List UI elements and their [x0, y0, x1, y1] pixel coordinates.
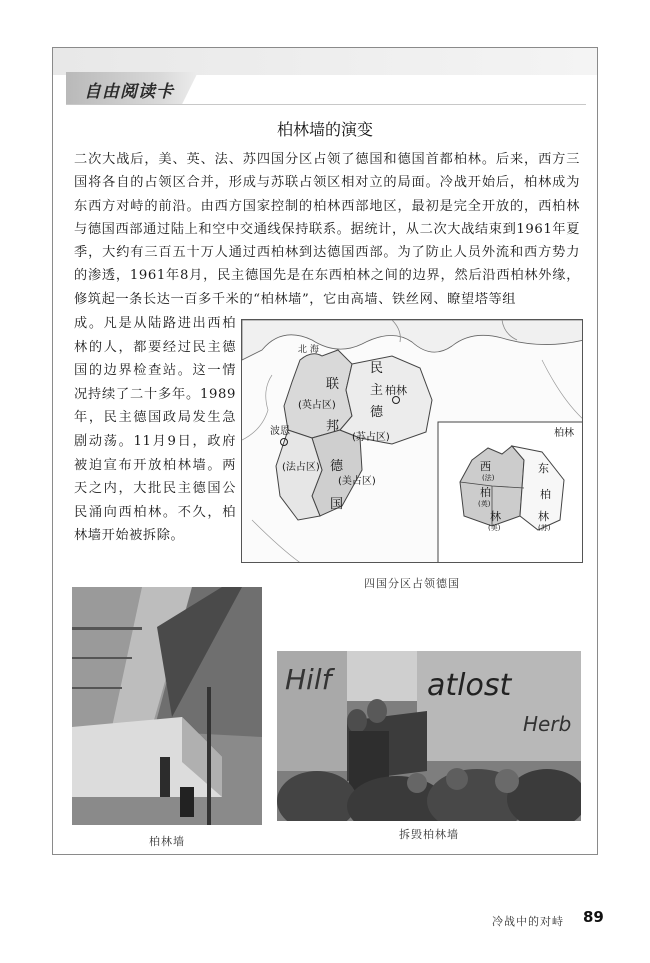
- zone-su-label: (苏占区): [352, 432, 390, 443]
- inset-west-1: 西: [480, 460, 491, 473]
- gdr-char-2: 主: [370, 383, 384, 398]
- frg-char-1: 联: [326, 377, 340, 392]
- intro-paragraph: 二次大战后，美、英、法、苏四国分区占领了德国和德国首都柏林。后来，西方三国将各自的占领区合并，形成与苏联占领区相对立的局面。冷战开始后，柏林成为东西方对峙的前沿。由西方国家控制的柏林西部地区，最初是完全开放的，西柏林与德国西部通过陆上和空中交通线保持联系。据统计，从二次大战结束到1961年夏季，大约有三百五十万人通过西柏林到达德国西部。为了防止人员外流和西方势力的渗透，1961年8月，民主德国先是在东西柏林之间的边界，然后沿西柏林外缘，修筑起一条长达一百多千米的“柏林墙”，它由高墙、铁丝网、瞭望塔等组: [74, 152, 580, 307]
- gdr-char-1: 民: [370, 361, 384, 376]
- tab-divider: [66, 104, 586, 105]
- map-caption: 四国分区占领德国: [364, 577, 460, 590]
- inset-west-3: 林: [490, 510, 501, 523]
- inset-us: (美): [488, 524, 501, 532]
- gdr-char-3: 德: [370, 405, 384, 420]
- occupation-zones-map: [241, 319, 583, 563]
- frg-char-4: 国: [330, 497, 344, 512]
- frg-char-2: 邦: [326, 419, 340, 434]
- berlin-label: 柏林: [385, 384, 407, 397]
- berlin-wall-photo: [72, 587, 262, 825]
- inset-east-1: 东: [538, 462, 549, 475]
- sea-label: 北 海: [298, 345, 319, 355]
- inset-west-2: 柏: [480, 486, 491, 499]
- zone-fr-label: (法占区): [282, 462, 320, 473]
- frg-char-3: 德: [330, 459, 344, 474]
- map-graphic: [242, 320, 583, 563]
- inset-east-2: 柏: [540, 488, 551, 501]
- wrapped-paragraph: 成。凡是从陆路进出西柏林的人，都要经过民主德国的边界检查站。这一情况持续了二十多年。1989年，民主德国政局发生急剧动荡。11月9日，政府被迫宣布开放柏林墙。两天之内，大批民主德国公民涌向西柏林。不久，柏林墙开始被拆除。: [74, 316, 236, 544]
- graffiti-2: atlost: [427, 668, 512, 703]
- berlin-wall-caption: 柏林墙: [149, 835, 185, 848]
- zone-us-label: (美占区): [338, 476, 376, 487]
- wall-demolition-photo: [277, 651, 581, 821]
- wall-demolition-caption: 拆毁柏林墙: [399, 828, 459, 841]
- page-number: 89: [583, 908, 604, 926]
- bonn-label: 波恩: [270, 426, 290, 437]
- inset-su: (苏): [538, 524, 551, 532]
- inset-east-3: 林: [538, 510, 549, 523]
- chapter-title: 冷战中的对峙: [492, 915, 564, 928]
- zone-uk-label: (英占区): [298, 400, 336, 411]
- reading-card-label: 自由阅读卡: [84, 82, 174, 102]
- article-title: 柏林墙的演变: [276, 120, 373, 139]
- inset-title: 柏林: [554, 428, 574, 439]
- inset-fr: (法): [482, 474, 495, 482]
- inset-uk: (英): [478, 500, 491, 508]
- graffiti-3: Herb: [523, 712, 572, 736]
- graffiti-1: Hilf: [285, 663, 332, 696]
